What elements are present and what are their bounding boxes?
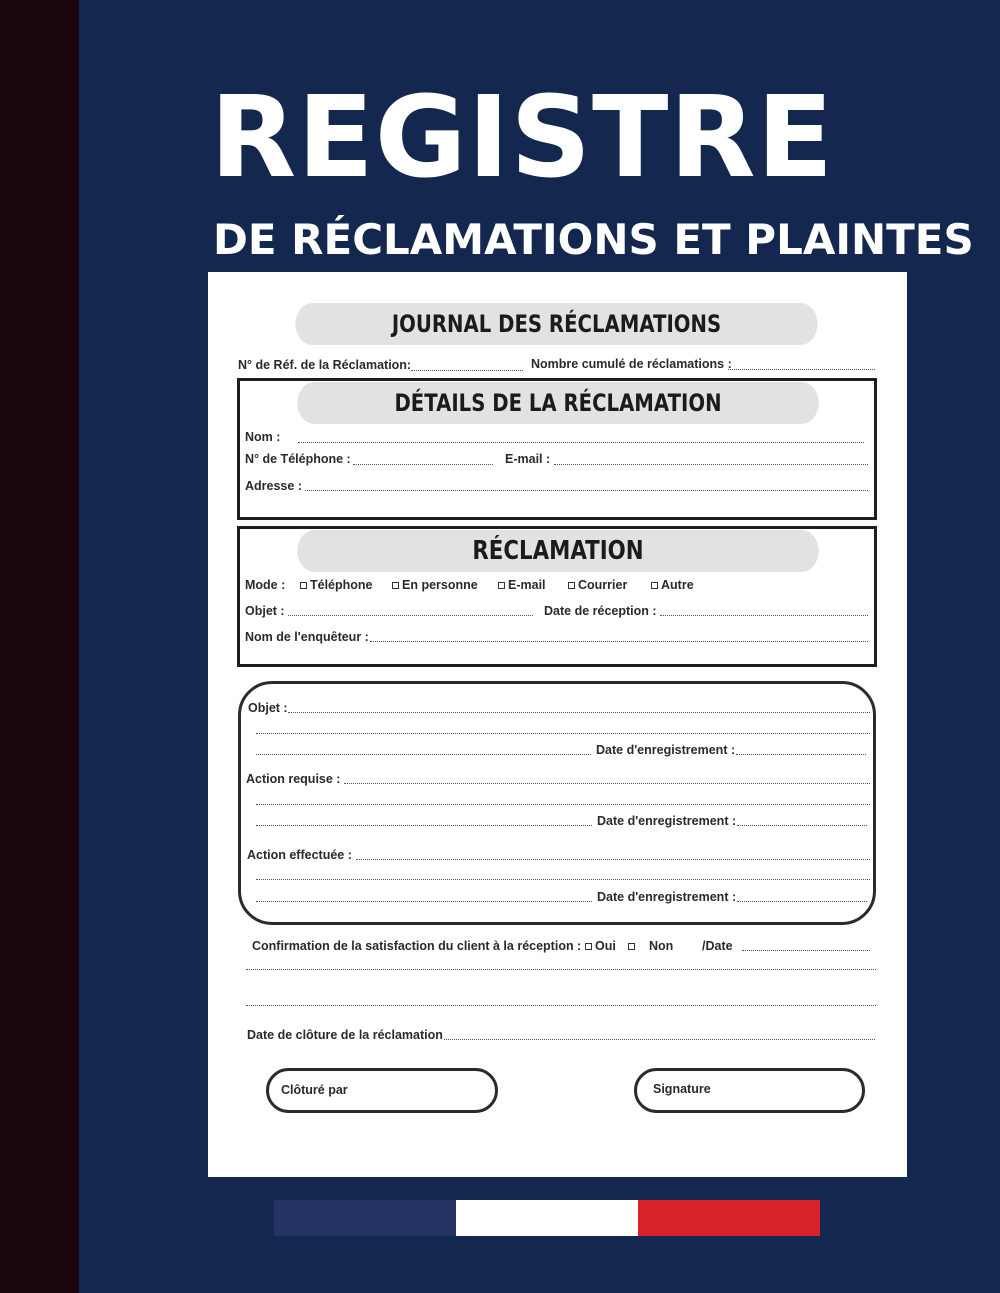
checkbox-icon — [300, 582, 307, 589]
mode-option-email[interactable] — [498, 578, 546, 592]
details-heading: DÉTAILS DE LA RÉCLAMATION — [297, 382, 819, 424]
mode-option-label: En personne — [402, 578, 478, 592]
signature-field[interactable] — [634, 1068, 865, 1113]
record-date-field[interactable] — [737, 901, 867, 902]
action-required-line[interactable] — [256, 804, 870, 805]
action-required-line[interactable] — [256, 825, 592, 826]
investigator-field[interactable] — [370, 641, 868, 642]
confirmation-no-option[interactable] — [628, 939, 673, 953]
confirmation-yes-option[interactable] — [585, 939, 616, 953]
record-date-field[interactable] — [736, 754, 866, 755]
followup-object-field[interactable] — [288, 712, 870, 713]
checkbox-icon — [392, 582, 399, 589]
email-field[interactable] — [554, 464, 868, 465]
mode-label: Mode : — [245, 578, 286, 592]
action-done-label: Action effectuée : — [247, 848, 352, 862]
followup-box — [238, 681, 876, 925]
reclamation-heading: RÉCLAMATION — [297, 530, 819, 572]
action-done-field[interactable] — [356, 859, 870, 860]
cover-title: REGISTRE — [210, 73, 835, 203]
address-field[interactable] — [305, 490, 868, 491]
checkbox-icon — [628, 943, 635, 950]
phone-field[interactable] — [353, 464, 493, 465]
cumulative-count-label: Nombre cumulé de réclamations : — [531, 357, 732, 371]
confirmation-yes-label: Oui — [595, 939, 616, 953]
cover-subtitle: DE RÉCLAMATIONS ET PLAINTES — [213, 215, 974, 264]
ref-number-field[interactable] — [411, 370, 523, 371]
signature-label: Signature — [653, 1082, 711, 1096]
confirmation-date-field[interactable] — [742, 950, 870, 951]
closing-date-label: Date de clôture de la réclamation — [247, 1028, 443, 1042]
followup-object-line[interactable] — [256, 754, 591, 755]
checkbox-icon — [651, 582, 658, 589]
record-date-label: Date d'enregistrement : — [597, 890, 737, 904]
mode-option-in-person[interactable] — [392, 578, 478, 592]
name-field[interactable] — [298, 442, 864, 443]
confirmation-no-label: Non — [649, 939, 674, 953]
ref-number-label: N° de Réf. de la Réclamation: — [238, 358, 412, 372]
mode-option-label: Téléphone — [310, 578, 373, 592]
checkbox-icon — [568, 582, 575, 589]
object-label: Objet : — [245, 604, 285, 618]
confirmation-line[interactable] — [246, 1005, 876, 1006]
flag-stripe-red — [638, 1200, 820, 1236]
mode-option-mail[interactable] — [568, 578, 627, 592]
action-required-field[interactable] — [344, 783, 870, 784]
confirmation-line[interactable] — [246, 969, 876, 970]
closing-date-field[interactable] — [444, 1039, 875, 1040]
action-required-label: Action requise : — [246, 772, 341, 786]
mode-option-label: E-mail — [508, 578, 546, 592]
reception-date-field[interactable] — [660, 615, 868, 616]
action-done-line[interactable] — [256, 879, 870, 880]
name-label: Nom : — [245, 430, 281, 444]
email-label: E-mail : — [505, 452, 551, 466]
record-date-label: Date d'enregistrement : — [597, 814, 737, 828]
confirmation-label: Confirmation de la satisfaction du client à la réception : — [252, 939, 582, 953]
action-done-line[interactable] — [256, 901, 592, 902]
journal-heading: JOURNAL DES RÉCLAMATIONS — [295, 303, 817, 345]
followup-object-line[interactable] — [256, 733, 870, 734]
mode-option-label: Autre — [661, 578, 694, 592]
reception-date-label: Date de réception : — [544, 604, 657, 618]
flag-stripe-white — [456, 1200, 638, 1236]
cumulative-count-field[interactable] — [728, 369, 875, 370]
flag-stripe-blue — [274, 1200, 456, 1236]
checkbox-icon — [498, 582, 505, 589]
phone-label: N° de Téléphone : — [245, 452, 351, 466]
checkbox-icon — [585, 943, 592, 950]
confirmation-date-label: /Date — [702, 939, 733, 953]
followup-object-label: Objet : — [248, 701, 288, 715]
mode-option-phone[interactable] — [300, 578, 373, 592]
mode-option-other[interactable] — [651, 578, 694, 592]
book-spine — [0, 0, 79, 1293]
closed-by-label: Clôturé par — [281, 1083, 348, 1097]
investigator-label: Nom de l'enquêteur : — [245, 630, 369, 644]
mode-option-label: Courrier — [578, 578, 628, 592]
record-date-label: Date d'enregistrement : — [596, 743, 736, 757]
record-date-field[interactable] — [737, 825, 867, 826]
address-label: Adresse : — [245, 479, 302, 493]
object-field[interactable] — [288, 615, 533, 616]
closed-by-field[interactable] — [266, 1068, 498, 1113]
form-sheet — [208, 272, 907, 1177]
